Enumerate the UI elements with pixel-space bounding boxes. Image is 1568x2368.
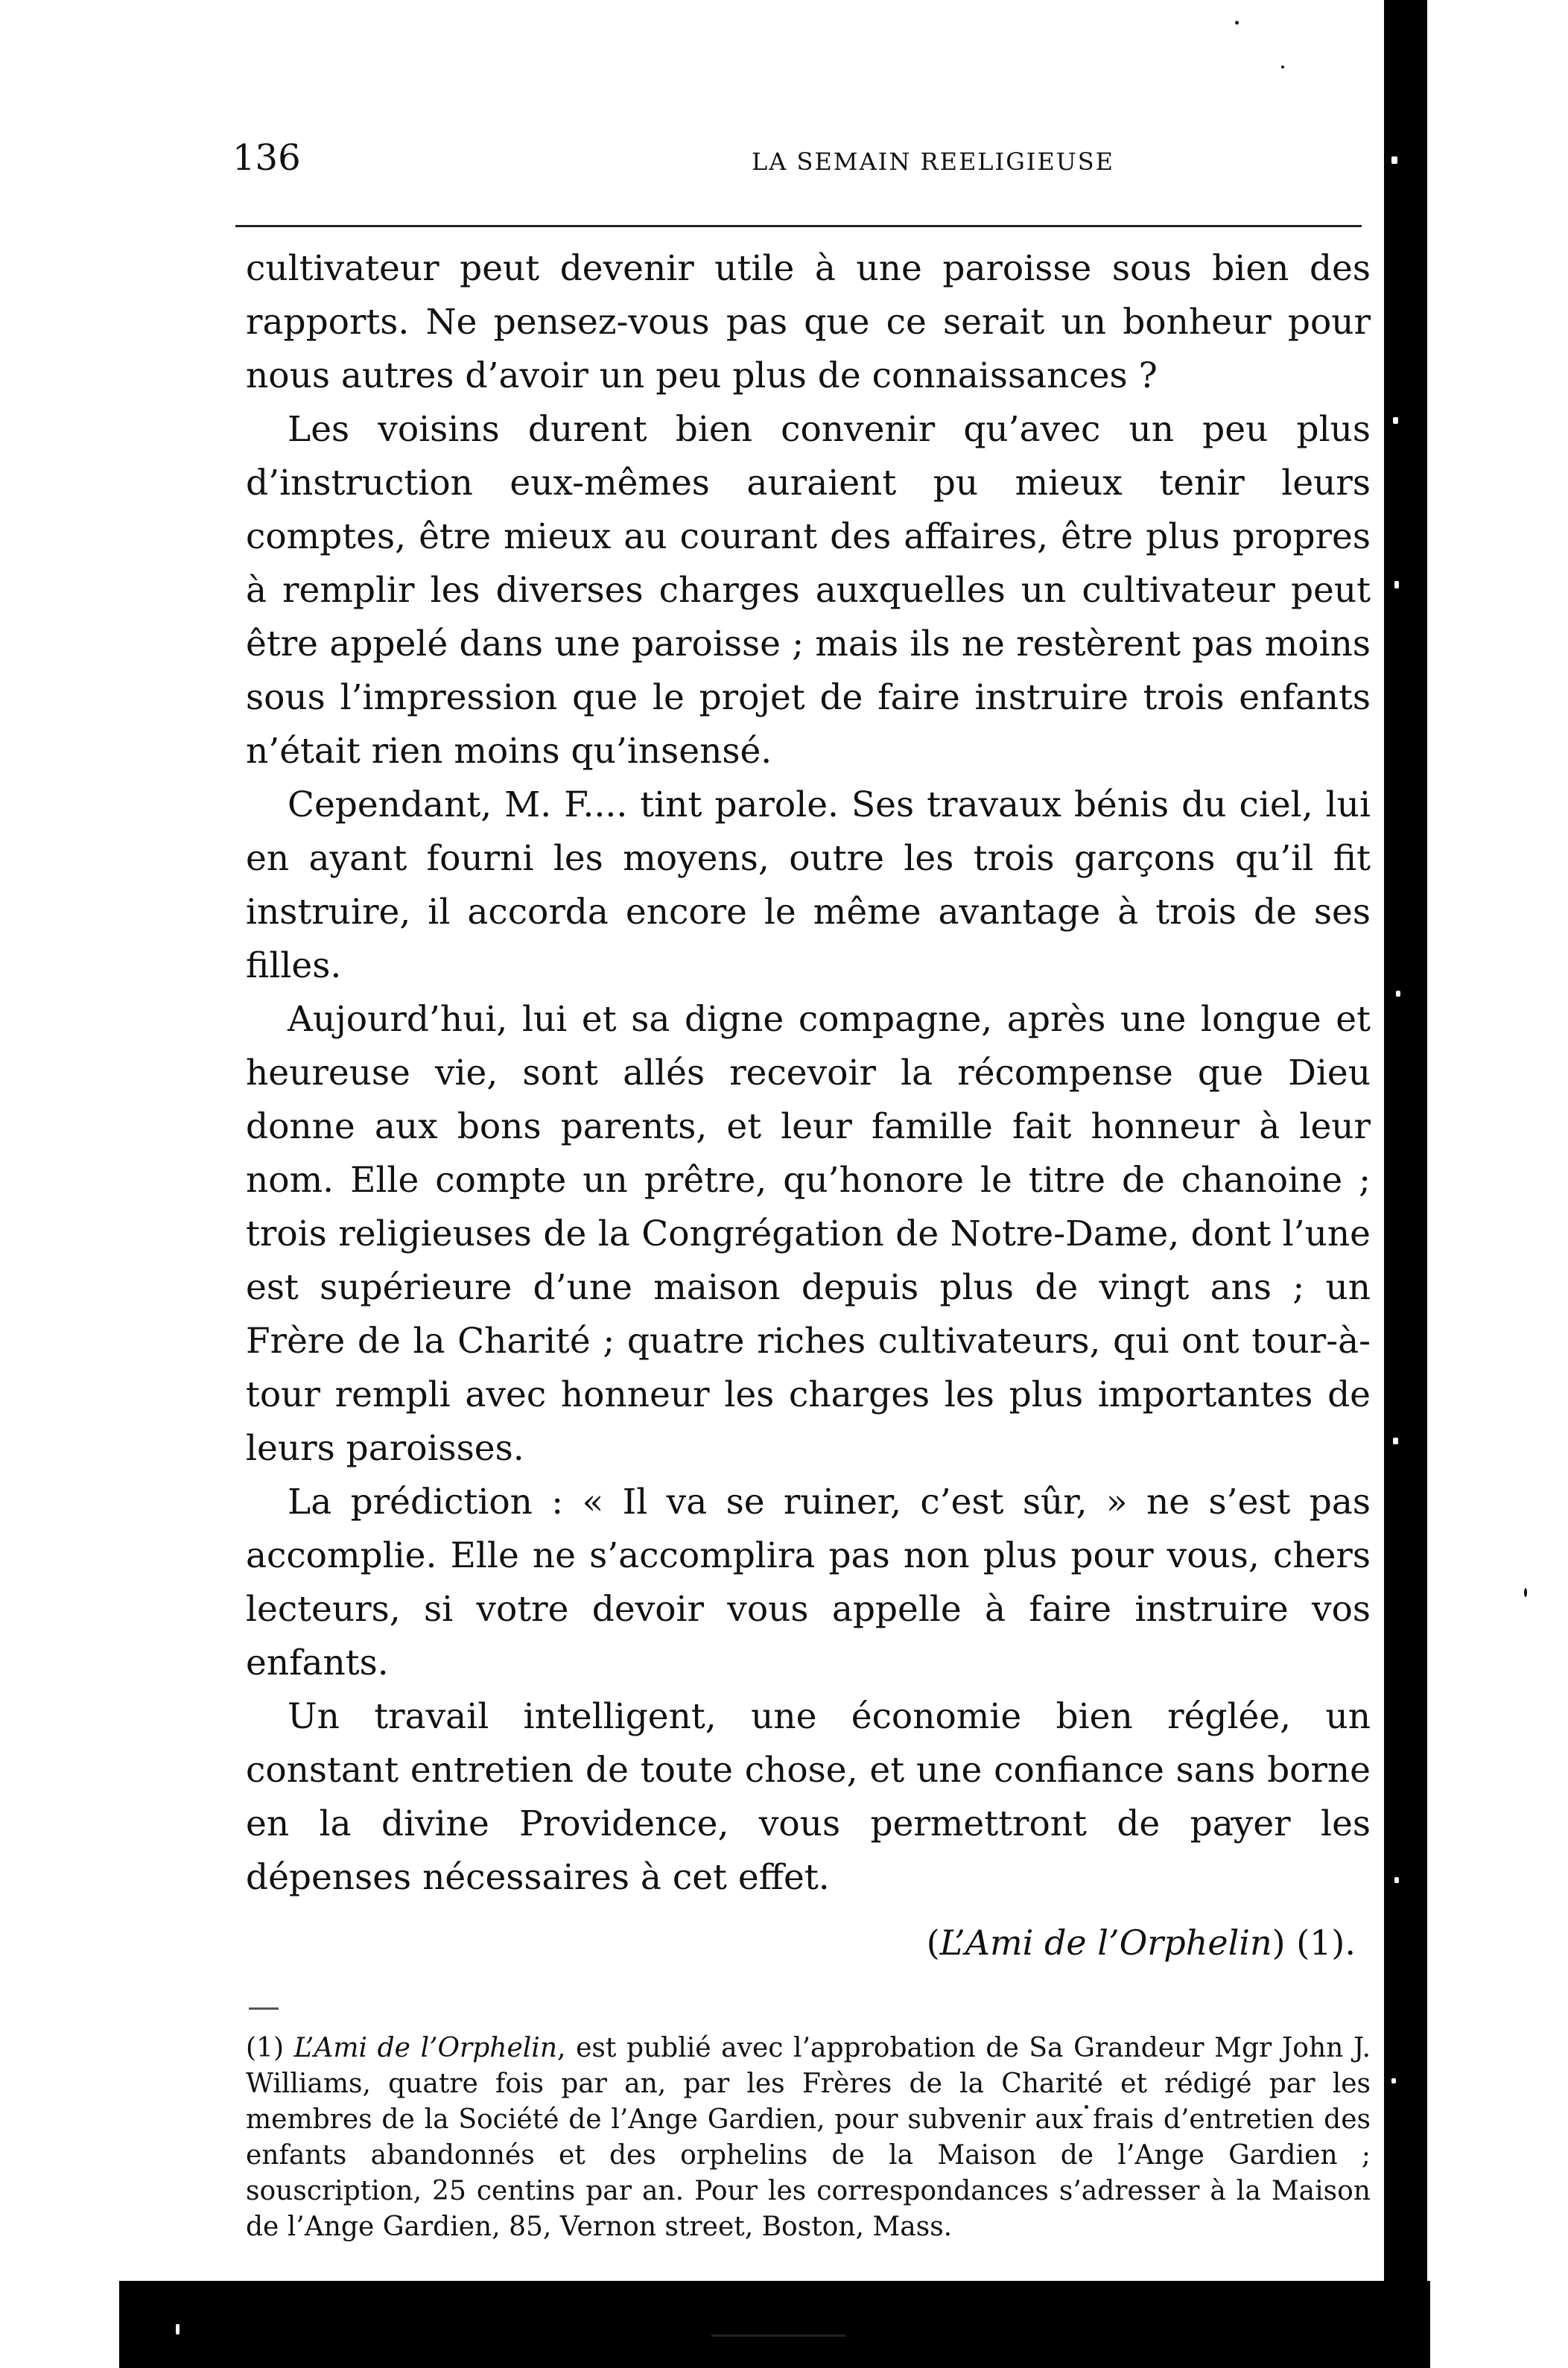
paragraph: Un travail intelligent, une économie bien réglée, un constant entretien de toute chose, et une confiance sans borne en la divine Providence, vous permettront de payer les dépenses nécessaires à cet effet. [246,1696,1371,1898]
scan-speck [1524,1588,1527,1597]
footnote-text: , est publié avec l’approbation de Sa Grandeur Mgr John J. Williams, quatre fois par an, par les Frères de la Charité et rédigé par les membres de la Société de l’Ange Gardien, pour subvenir aux frais d’entretien des enfants abandonnés et des orphelins de la Maison de l’Ange Gardien ; souscription, 25 centins par an. Pour les correspondances s’adresser à la Maison de l’Ange Gardien, 85, Vernon street, Boston, Mass. [246,2033,1371,2242]
scan-speck [1393,417,1398,424]
attribution-source-title: L’Ami de l’Orphelin [939,1923,1272,1963]
page-number: 136 [232,137,301,179]
scan-speck [176,2324,180,2334]
paragraph: Aujourd’hui, lui et sa digne compagne, après une longue et heureuse vie, sont allés recevoir la récompense que Dieu donne aux bons parents, et leur famille fait honneur à leur nom. Elle compte un prêtre, qu’honore le titre de chanoine ; trois religieuses de la Congrégation de Notre-Dame, dont l’une est supérieure d’une maison depuis plus de vingt ans ; un Frère de la Charité ; quatre riches cultivateurs, qui ont tour-à-tour rempli avec honneur les charges les plus importantes de leurs paroisses. [246,999,1371,1469]
paragraph: La prédiction : « Il va se ruiner, c’est sûr, » ne s’est pas accomplie. Elle ne s’accomplira pas non plus pour vous, chers lecteurs, si votre devoir vous appelle à faire instruire vos enfants. [246,1482,1371,1683]
footnote [246,2031,1371,2245]
running-title: LA SEMAIN REELIGIEUSE [751,147,1114,176]
scan-speck [1281,66,1284,69]
page-content [232,137,1371,2337]
attribution-close: ) (1). [1272,1923,1356,1963]
scan-speck [1391,156,1397,164]
footnote-title: L’Ami de l’Orphelin [293,2033,558,2063]
header-rule [235,225,1362,227]
scan-speck [1394,581,1399,588]
attribution-open: ( [926,1923,940,1963]
running-header [232,137,1380,212]
scan-speck [1393,1438,1398,1444]
footnote-separator [249,2007,279,2010]
scan-edge-right [1384,0,1427,2368]
end-rule [711,2334,845,2337]
scan-speck [1391,2078,1396,2083]
scan-speck [1394,1877,1399,1883]
footnote-marker: (1) [246,2033,294,2063]
paragraph: Cependant, M. F.... tint parole. Ses travaux bénis du ciel, lui en ayant fourni les moyens, outre les trois garçons qu’il fit instruire, il accorda encore le même avantage à trois de ses filles. [246,784,1371,986]
paragraph: cultivateur peut devenir utile à une paroisse sous bien des rapports. Ne pensez-vous pas que ce serait un bonheur pour nous autres d’avoir un peu plus de connaissances ? [246,248,1371,396]
article-body [246,242,1371,1905]
source-attribution [246,1920,1371,1966]
scan-speck [1235,21,1239,25]
scan-speck [1396,991,1400,997]
paragraph: Les voisins durent bien convenir qu’avec un peu plus d’instruction eux-mêmes auraient pu mieux tenir leurs comptes, être mieux au courant des affaires, être plus propres à remplir les diverses charges auxquelles un cultivateur peut être appelé dans une paroisse ; mais ils ne restèrent pas moins sous l’impression que le projet de faire instruire trois enfants n’était rien moins qu’insensé. [246,409,1371,772]
